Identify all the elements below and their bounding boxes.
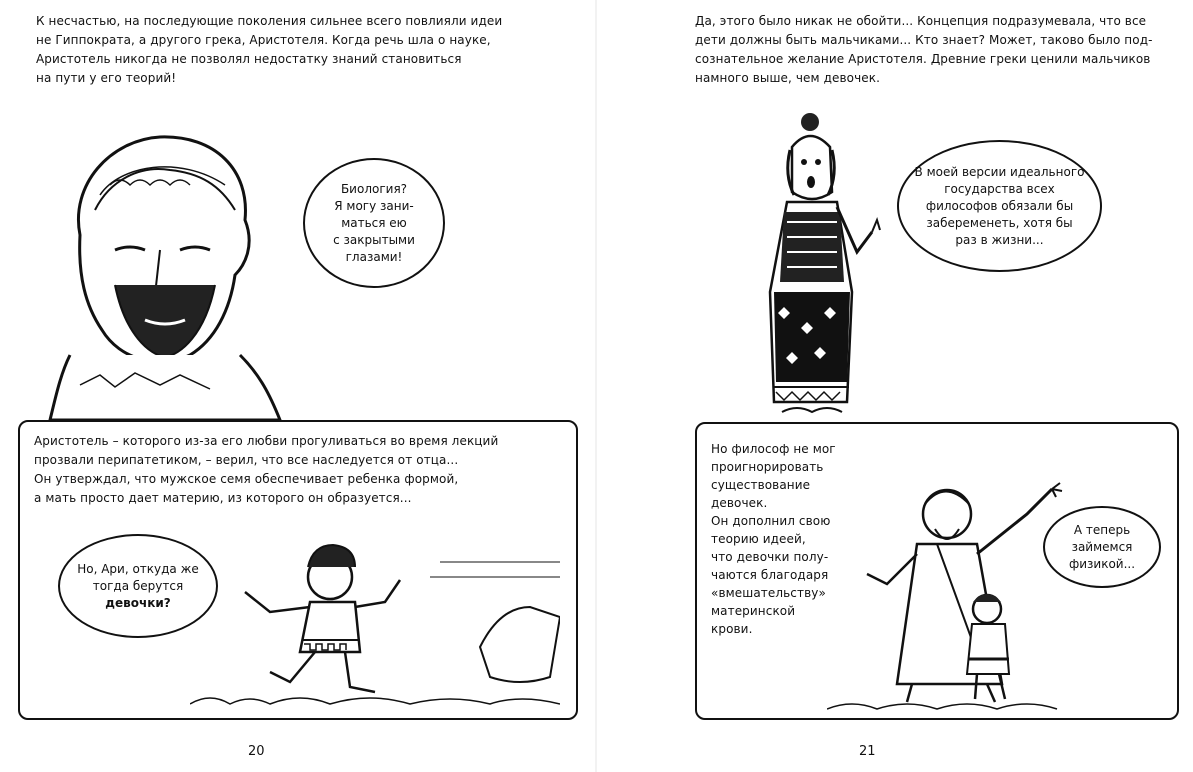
bubble-line: маться ею (341, 215, 407, 230)
right-intro-line: сознательное желание Аристотеля. Древние греки ценили мальчиков (695, 52, 1151, 66)
bubble-line: Биология? (340, 181, 408, 196)
panel-line: а мать просто дает материю, из которого он образуется... (34, 491, 412, 505)
bubble-line: физикой... (1068, 556, 1136, 571)
panel-line: Он дополнил свою (711, 514, 831, 528)
left-intro-line: не Гиппократа, а другого грека, Аристотеля. Когда речь шла о науке, (36, 33, 491, 47)
bubble-line: займемся (1071, 539, 1133, 554)
bubble-line: государства всех (944, 181, 1055, 196)
bubble-line: философов обязали бы (925, 198, 1074, 213)
bubble-line: забеременеть, хотя бы (926, 215, 1073, 230)
panel-line: Он утверждал, что мужское семя обеспечивает ребенка формой, (34, 472, 459, 486)
left-intro-line: Аристотель никогда не позволял недостатку знаний становиться (36, 52, 462, 66)
panel-line: материнской (711, 604, 796, 618)
lower-panel-right (695, 422, 1179, 720)
page-number: 21 (859, 744, 876, 759)
panel-line: «вмешательству» (711, 586, 826, 600)
aristotle-bust-drawing (40, 125, 290, 425)
left-intro-text (36, 12, 576, 88)
left-page (0, 0, 596, 772)
bubble-line: Но, Ари, откуда же (77, 561, 199, 576)
greek-woman-drawing (762, 112, 892, 432)
panel-line: проигнорировать (711, 460, 824, 474)
panel-line: Но философ не мог (711, 442, 836, 456)
panel-line: прозвали перипатетиком, – верил, что все наследуется от отца... (34, 453, 459, 467)
bubble-line: тогда берутся (92, 578, 184, 593)
panel-line: крови. (711, 622, 753, 636)
left-intro-line: К несчастью, на последующие поколения сильнее всего повлияли идеи (36, 14, 503, 28)
right-intro-line: дети должны быть мальчиками... Кто знает? Может, таково было под- (695, 33, 1153, 47)
bubble-line: А теперь (1073, 522, 1131, 537)
lower-panel-left (18, 420, 578, 720)
running-boy-drawing (190, 532, 560, 712)
right-page (597, 0, 1193, 772)
bubble-line: глазами! (345, 249, 403, 264)
panel-line: Аристотель – которого из-за его любви прогуливаться во время лекций (34, 434, 499, 448)
right-intro-line: Да, этого было никак не обойти... Концепция подразумевала, что все (695, 14, 1147, 28)
right-intro-line: намного выше, чем девочек. (695, 71, 881, 85)
speech-bubble-physics (1043, 506, 1161, 588)
speech-bubble-ideal-state (897, 140, 1102, 272)
panel-line: что девочки полу- (711, 550, 829, 564)
philosopher-and-child-drawing (827, 474, 1077, 714)
bubble-line: девочки? (105, 595, 171, 610)
bubble-line: В моей версии идеального (914, 164, 1085, 179)
panel-line: чаются благодаря (711, 568, 829, 582)
panel-line: девочек. (711, 496, 768, 510)
page-number: 20 (248, 744, 265, 759)
left-intro-line: на пути у его теорий! (36, 71, 177, 85)
bubble-line: раз в жизни... (955, 232, 1044, 247)
panel-narration (34, 432, 564, 508)
bubble-line: с закрытыми (333, 232, 415, 247)
right-intro-text (695, 12, 1175, 88)
panel-line: теорию идеей, (711, 532, 806, 546)
panel-line: существование (711, 478, 811, 492)
bubble-line: Я могу зани- (334, 198, 414, 213)
speech-bubble-biology (303, 158, 445, 288)
